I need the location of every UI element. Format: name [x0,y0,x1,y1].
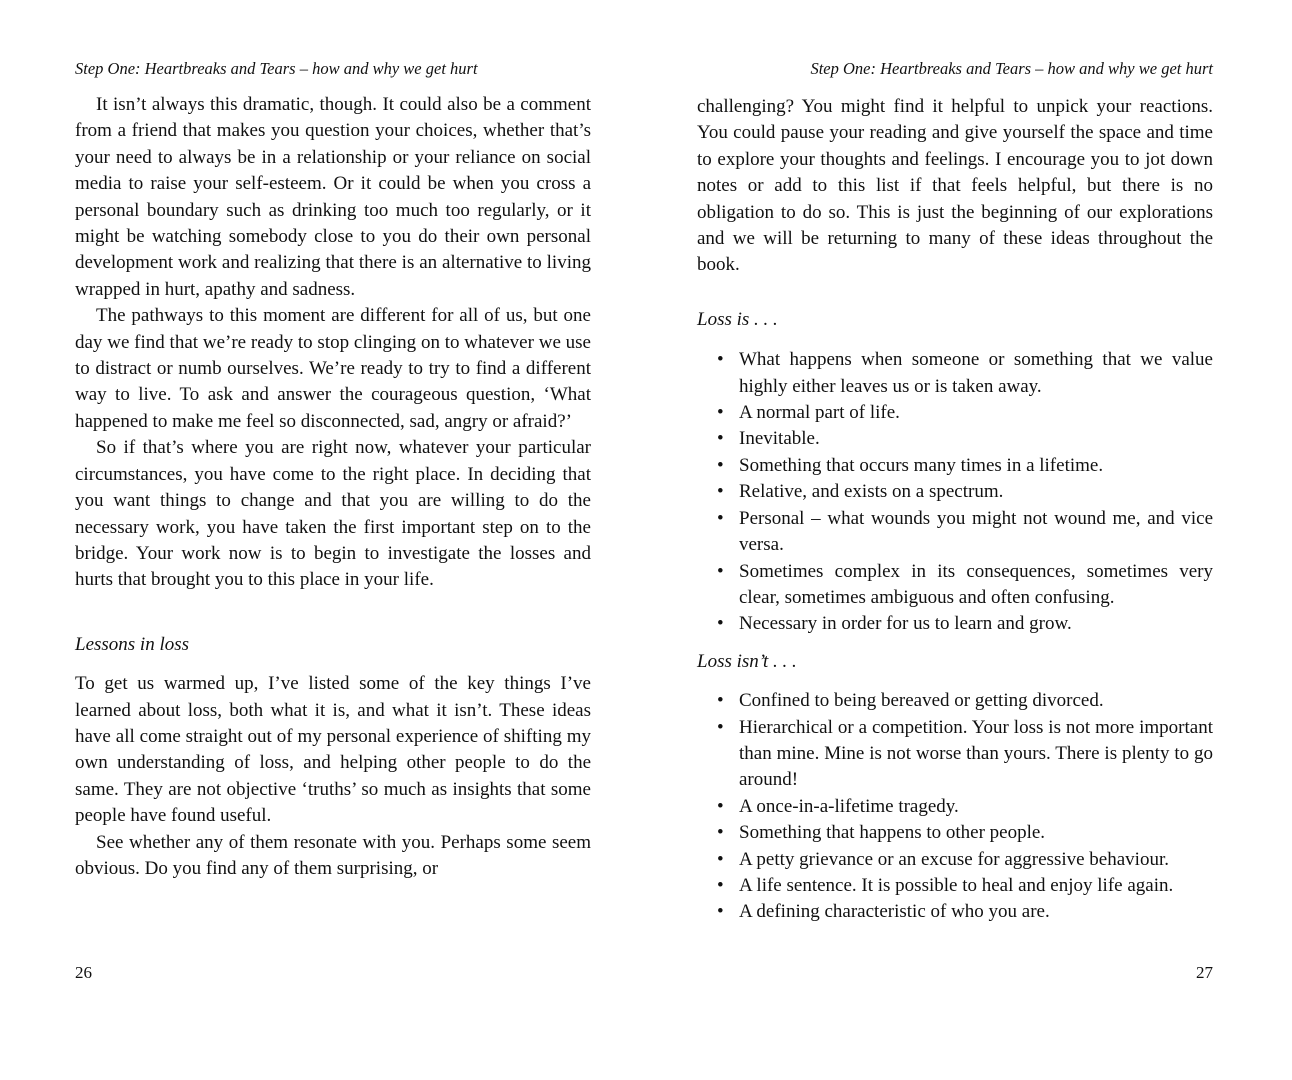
bullet: • [717,402,724,424]
list-item [697,820,1213,846]
bullet: • [717,901,724,923]
loss-is-list [697,347,1213,637]
list-item-text: A once-in-a-lifetime tragedy. [739,795,959,817]
list-item-text: What happens when someone or something that we value highly either leaves us or is taken away. [739,349,1213,397]
list-item-text: Something that happens to other people. [739,822,1046,844]
list-item-text: A life sentence. It is possible to heal and enjoy life again. [739,874,1174,896]
loss-is-heading: Loss is . . . [697,308,778,330]
list-item-text: Sometimes complex in its consequences, sometimes very clear, sometimes ambiguous and often confusing. [739,560,1213,608]
list-item [697,873,1213,899]
list-item-text: Inevitable. [739,428,820,450]
loss-isnt-heading: Loss isn’t . . . [697,650,797,672]
list-item-text: A defining characteristic of who you are. [739,901,1050,923]
bullet: • [717,454,724,476]
list-item-text: Confined to being bereaved or getting divorced. [739,690,1104,712]
body-paragraph: challenging? You might find it helpful to unpick your reactions. You could pause your reading and give yourself the space and time to explore your thoughts and feelings. I encourage you to jot down notes or add to this list if that feels helpful, but there is no obligation to do so. This is just the beginning of our explorations and we will be returning to many of these ideas throughout the book. [697,96,1213,276]
list-item-text: Hierarchical or a competition. Your loss is not more important than mine. Mine is not worse than yours. There is plenty to go around! [739,716,1213,791]
list-item [697,794,1213,820]
list-item-text: A normal part of life. [739,402,900,424]
running-head: Step One: Heartbreaks and Tears – how and why we get hurt [75,59,478,78]
bullet: • [717,349,724,371]
list-item-text: Something that occurs many times in a lifetime. [739,454,1104,476]
bullet: • [717,481,724,503]
list-item-text: Relative, and exists on a spectrum. [739,481,1004,503]
left-page-body [75,92,591,882]
list-item-text: Personal – what wounds you might not wound me, and vice versa. [739,507,1213,556]
right-page-body [697,94,1213,926]
list-item [697,426,1213,452]
list-item [697,479,1213,505]
bullet: • [717,560,724,582]
list-item [697,715,1213,794]
bullet: • [717,716,724,738]
list-item [697,506,1213,559]
list-item [697,688,1213,714]
list-item [697,847,1213,873]
bullet: • [717,690,724,712]
bullet: • [717,822,724,844]
body-paragraph: The pathways to this moment are different for all of us, but one day we find that we’re ready to stop clinging on to whatever we use to distract or numb ourselves. We’re ready to try to find a different way to live. To ask and answer the courageous question, ‘What happened to make me feel so disconnected, sad, angry or afraid?’ [75,305,591,432]
bullet: • [717,874,724,896]
list-item [697,611,1213,637]
list-item [697,347,1213,400]
body-paragraph: See whether any of them resonate with you. Perhaps some seem obvious. Do you find any of them surprising, or [75,831,591,879]
bullet: • [717,613,724,635]
bullet: • [717,507,724,529]
list-item-text: Necessary in order for us to learn and grow. [739,613,1072,635]
body-paragraph: So if that’s where you are right now, whatever your particular circumstances, you have come to the right place. In deciding that you want things to change and that you are willing to do the necessary work, you have taken the first important step on to the bridge. Your work now is to begin to investigate the losses and hurts that brought you to this place in your life. [75,437,591,591]
bullet: • [717,795,724,817]
section-subheading: Lessons in loss [75,633,190,655]
list-item [697,400,1213,426]
list-item [697,559,1213,612]
list-item-text: A petty grievance or an excuse for aggressive behaviour. [739,848,1169,870]
body-paragraph: To get us warmed up, I’ve listed some of the key things I’ve learned about loss, both what it is, and what it isn’t. These ideas have all come straight out of my personal experience of shifting my own understanding of loss, and helping other people to do the same. They are not objective ‘truths’ so much as insights that some people have found useful. [75,673,591,827]
bullet: • [717,428,724,450]
list-item [697,453,1213,479]
page-number: 26 [75,963,92,982]
page-number: 27 [1196,963,1213,982]
body-paragraph: It isn’t always this dramatic, though. It could also be a comment from a friend that makes you question your choices, whether that’s your need to always be in a relationship or your reliance on social media to raise your self-esteem. Or it could be when you cross a personal boundary such as drinking too much too regularly, or it might be watching somebody close to you do their own personal development work and realizing that there is an alternative to living wrapped in hurt, apathy and sadness. [75,94,591,300]
loss-isnt-list [697,688,1213,926]
bullet: • [717,848,724,870]
running-head: Step One: Heartbreaks and Tears – how and why we get hurt [810,59,1213,78]
list-item [697,899,1213,925]
